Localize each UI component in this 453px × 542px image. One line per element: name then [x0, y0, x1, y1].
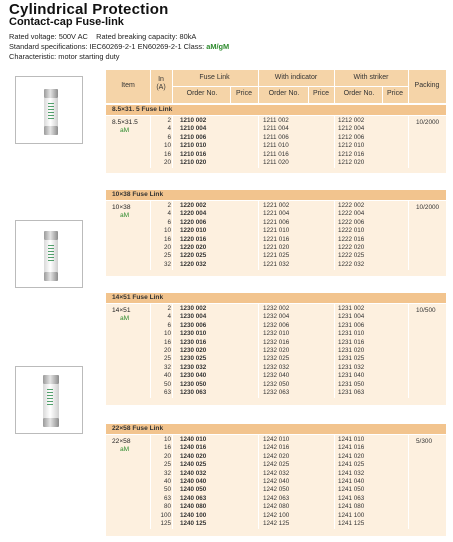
table-cell: 100: [160, 511, 171, 519]
table-cell: 1222 016: [338, 235, 365, 243]
table-cell: 1221 002: [263, 202, 290, 209]
table-cell: 1220 004: [180, 210, 207, 218]
fuse-photo-8x31: [15, 76, 83, 144]
table-cell: 1231 010: [338, 330, 365, 338]
table-cell: 20: [163, 452, 171, 460]
table-cell: 1241 050: [338, 486, 365, 494]
table-cell: 1212 020: [338, 158, 365, 166]
table-cell: 1220 016: [180, 235, 207, 243]
table-cell: 1241 020: [338, 452, 365, 460]
table-cell: 4: [167, 313, 171, 321]
column-divider: [258, 201, 259, 270]
table-cell: 4: [167, 125, 171, 133]
table-cell: 1220 010: [180, 227, 207, 235]
header-order-no-1: Order No.: [186, 90, 218, 97]
table-cell: 1242 050: [263, 486, 290, 494]
table-cell: 1232 032: [263, 363, 290, 371]
section-item: [112, 307, 131, 324]
rated-voltage: Rated voltage: 500V AC: [9, 32, 88, 41]
table-cell: 1240 016: [180, 444, 207, 452]
table-cell: 1232 002: [263, 305, 290, 312]
item-size: 22×58: [112, 438, 131, 445]
column-divider: [334, 304, 335, 398]
table-cell: 1230 020: [180, 346, 207, 354]
header-price-2: Price: [313, 90, 329, 97]
item-class: aM: [120, 212, 130, 220]
table-cell: 1222 004: [338, 210, 365, 218]
striker-order-column: [338, 202, 388, 269]
table-cell: 1231 063: [338, 388, 365, 396]
table-cell: 1231 020: [338, 346, 365, 354]
table-cell: 1210 020: [180, 158, 207, 166]
table-cell: 40: [163, 372, 171, 380]
table-cell: 1231 040: [338, 372, 365, 380]
table-cell: 1232 016: [263, 338, 290, 346]
table-cell: 1222 002: [338, 202, 365, 209]
column-divider: [334, 435, 335, 529]
table-cell: 1241 125: [338, 519, 365, 527]
table-cell: 32: [163, 260, 171, 268]
table-cell: 1242 040: [263, 477, 290, 485]
table-cell: 1231 006: [338, 321, 365, 329]
table-cell: 1232 063: [263, 388, 290, 396]
table-cell: 1230 006: [180, 321, 207, 329]
table-cell: 6: [167, 218, 171, 226]
section-item: [112, 204, 131, 221]
fuse-link-order-column: [180, 305, 230, 397]
table-cell: 25: [163, 355, 171, 363]
table-cell: 1210 002: [180, 117, 207, 124]
table-cell: 1210 004: [180, 125, 207, 133]
spec-block: [9, 32, 229, 63]
table-cell: 1230 032: [180, 363, 207, 371]
table-cell: 1212 002: [338, 117, 365, 124]
table-cell: 1242 032: [263, 469, 290, 477]
table-cell: 1222 010: [338, 227, 365, 235]
table-cell: 2: [167, 305, 171, 312]
table-cell: 1231 050: [338, 380, 365, 388]
fuse-photo-10x38: [15, 220, 83, 288]
fuse-illustration: [43, 375, 59, 427]
table-cell: 1242 063: [263, 494, 290, 502]
header-fuse-link: Fuse Link: [199, 74, 230, 81]
table-cell: 1222 020: [338, 243, 365, 251]
section-title-10x38: 10×38 Fuse Link: [106, 190, 446, 200]
table-cell: 1211 020: [263, 158, 289, 166]
section-title-14x51: 14×51 Fuse Link: [106, 293, 446, 303]
table-cell: 1240 025: [180, 461, 207, 469]
section-title-8x31: 8.5×31. 5 Fuse Link: [106, 105, 446, 115]
table-cell: 32: [163, 363, 171, 371]
fuse-illustration: [44, 231, 58, 281]
column-divider: [408, 201, 409, 270]
spec-line-2: [9, 42, 229, 52]
table-cell: 1241 100: [338, 511, 365, 519]
header-in: In (A): [156, 76, 166, 91]
table-cell: 10: [163, 436, 171, 443]
table-cell: 1220 006: [180, 218, 207, 226]
table-cell: 16: [163, 150, 171, 158]
table-cell: 25: [163, 461, 171, 469]
table-cell: 10: [163, 227, 171, 235]
table-cell: 1240 080: [180, 503, 207, 511]
item-class: aM: [120, 315, 130, 323]
header-price-1: Price: [236, 90, 252, 97]
table-cell: 1212 004: [338, 125, 365, 133]
table-cell: 1230 016: [180, 338, 207, 346]
table-cell: 16: [163, 444, 171, 452]
table-cell: 1231 025: [338, 355, 365, 363]
item-size: 8.5×31.5: [112, 119, 138, 126]
item-class: aM: [120, 446, 130, 454]
table-cell: 1220 020: [180, 243, 207, 251]
table-cell: 1231 002: [338, 305, 365, 312]
header-with-striker: With striker: [353, 74, 389, 81]
column-divider: [408, 435, 409, 529]
table-cell: 1240 050: [180, 486, 207, 494]
table-cell: 1230 040: [180, 372, 207, 380]
table-cell: 10: [163, 142, 171, 150]
table-cell: 1242 100: [263, 511, 290, 519]
table-cell: 1241 040: [338, 477, 365, 485]
table-cell: 1242 016: [263, 444, 290, 452]
table-cell: 1221 010: [263, 227, 290, 235]
table-cell: 2: [167, 117, 171, 124]
table-cell: 1230 025: [180, 355, 207, 363]
indicator-order-column: [263, 305, 313, 397]
table-cell: 1232 006: [263, 321, 290, 329]
header-with-indicator: With indicator: [274, 74, 318, 81]
fuse-link-order-column: [180, 436, 230, 528]
table-cell: 1221 032: [263, 260, 290, 268]
item-size: 10×38: [112, 204, 131, 211]
header-price-3: Price: [387, 90, 403, 97]
table-cell: 1232 050: [263, 380, 290, 388]
table-cell: 80: [163, 503, 171, 511]
table-cell: 50: [163, 380, 171, 388]
table-cell: 32: [163, 469, 171, 477]
table-cell: 1232 025: [263, 355, 290, 363]
indicator-order-column: [263, 202, 313, 269]
table-cell: 1242 125: [263, 519, 290, 527]
table-cell: 1220 025: [180, 252, 207, 260]
table-cell: 1211 016: [263, 150, 289, 158]
table-cell: 16: [163, 235, 171, 243]
column-divider: [408, 304, 409, 398]
column-divider: [172, 304, 173, 398]
column-divider: [258, 304, 259, 398]
fuse-photo-14x51: [15, 366, 83, 434]
column-divider: [150, 116, 151, 168]
table-cell: 1232 010: [263, 330, 290, 338]
table-cell: 1222 032: [338, 260, 365, 268]
packing-value: 10/2000: [416, 119, 440, 126]
table-cell: 6: [167, 133, 171, 141]
striker-order-column: [338, 305, 388, 397]
table-cell: 1232 040: [263, 372, 290, 380]
table-cell: 6: [167, 321, 171, 329]
indicator-order-column: [263, 436, 313, 528]
header-order-no-2: Order No.: [268, 90, 300, 97]
table-cell: 1242 080: [263, 503, 290, 511]
table-cell: 1230 010: [180, 330, 207, 338]
table-cell: 1240 125: [180, 519, 207, 527]
table-cell: 1212 006: [338, 133, 365, 141]
table-cell: 1241 016: [338, 444, 365, 452]
column-divider: [258, 116, 259, 168]
class-value: aM/gM: [206, 42, 230, 52]
table-cell: 1211 002: [263, 117, 289, 124]
striker-order-column: [338, 117, 388, 167]
table-cell: 20: [163, 243, 171, 251]
column-divider: [150, 201, 151, 270]
table-cell: 1230 063: [180, 388, 207, 396]
table-cell: 1242 020: [263, 452, 290, 460]
table-cell: 1210 010: [180, 142, 207, 150]
page-title: Cylindrical Protection: [9, 1, 169, 18]
table-cell: 1230 050: [180, 380, 207, 388]
table-cell: 1241 063: [338, 494, 365, 502]
in-column: [151, 305, 171, 397]
table-cell: 1211 010: [263, 142, 289, 150]
spec-line-1: [9, 32, 229, 42]
header-packing: Packing: [414, 82, 440, 89]
table-cell: 63: [163, 388, 171, 396]
table-cell: 125: [160, 519, 171, 527]
packing-value: 10/500: [416, 307, 436, 314]
column-divider: [408, 116, 409, 168]
table-cell: 1222 006: [338, 218, 365, 226]
table-cell: 50: [163, 486, 171, 494]
table-cell: 1212 010: [338, 142, 365, 150]
in-column: [151, 117, 171, 167]
table-cell: 1241 010: [338, 436, 365, 443]
header-item: Item: [121, 82, 135, 89]
table-cell: 1240 010: [180, 436, 207, 443]
page-subtitle: Contact-cap Fuse-link: [9, 16, 124, 28]
table-cell: 1231 032: [338, 363, 365, 371]
table-cell: 1240 063: [180, 494, 207, 502]
breaking-capacity: Rated breaking capacity: 80kA: [96, 32, 197, 41]
column-divider: [172, 116, 173, 168]
standard-specs: Standard specifications: IEC60269-2-1 EN60269-2-1 Class:: [9, 42, 205, 52]
indicator-order-column: [263, 117, 313, 167]
item-size: 14×51: [112, 307, 131, 314]
fuse-illustration: [44, 89, 58, 135]
column-divider: [172, 201, 173, 270]
spec-line-3: Characteristic: motor starting duty: [9, 52, 120, 62]
fuse-link-order-column: [180, 202, 230, 269]
table-cell: 1230 004: [180, 313, 207, 321]
table-header: [106, 70, 446, 103]
column-divider: [258, 435, 259, 529]
packing-value: 10/2000: [416, 204, 440, 211]
table-cell: 40: [163, 477, 171, 485]
table-cell: 1221 016: [263, 235, 290, 243]
table-cell: 1211 006: [263, 133, 289, 141]
table-cell: 1230 002: [180, 305, 207, 312]
column-divider: [334, 116, 335, 168]
table-cell: 10: [163, 330, 171, 338]
section-item: [112, 119, 138, 136]
table-cell: 1240 020: [180, 452, 207, 460]
striker-order-column: [338, 436, 388, 528]
in-column: [151, 436, 171, 528]
table-cell: 1222 025: [338, 252, 365, 260]
column-divider: [334, 201, 335, 270]
table-cell: 1241 032: [338, 469, 365, 477]
header-order-no-3: Order No.: [343, 90, 375, 97]
section-item: [112, 438, 131, 455]
table-cell: 1221 025: [263, 252, 290, 260]
table-cell: 1210 016: [180, 150, 207, 158]
table-cell: 1242 010: [263, 436, 290, 443]
table-cell: 20: [163, 158, 171, 166]
table-cell: 1232 020: [263, 346, 290, 354]
packing-value: 5/300: [416, 438, 432, 445]
table-cell: 1241 080: [338, 503, 365, 511]
in-column: [151, 202, 171, 269]
item-class: aM: [120, 127, 130, 135]
table-cell: 25: [163, 252, 171, 260]
table-cell: 1231 004: [338, 313, 365, 321]
table-cell: 1221 004: [263, 210, 290, 218]
table-cell: 20: [163, 346, 171, 354]
table-cell: 1240 100: [180, 511, 207, 519]
table-cell: 1241 025: [338, 461, 365, 469]
table-cell: 1231 016: [338, 338, 365, 346]
column-divider: [172, 435, 173, 529]
table-cell: 1221 020: [263, 243, 290, 251]
table-cell: 1232 004: [263, 313, 290, 321]
column-divider: [150, 435, 151, 529]
table-cell: 1210 006: [180, 133, 207, 141]
table-cell: 1211 004: [263, 125, 289, 133]
section-title-22x58: 22×58 Fuse Link: [106, 424, 446, 434]
column-divider: [150, 304, 151, 398]
table-cell: 16: [163, 338, 171, 346]
table-cell: 1220 002: [180, 202, 207, 209]
table-cell: 1240 032: [180, 469, 207, 477]
table-cell: 1221 006: [263, 218, 290, 226]
table-cell: 1220 032: [180, 260, 207, 268]
table-cell: 63: [163, 494, 171, 502]
table-cell: 1240 040: [180, 477, 207, 485]
fuse-link-order-column: [180, 117, 230, 167]
table-cell: 4: [167, 210, 171, 218]
table-cell: 2: [167, 202, 171, 209]
table-cell: 1212 016: [338, 150, 365, 158]
table-cell: 1242 025: [263, 461, 290, 469]
